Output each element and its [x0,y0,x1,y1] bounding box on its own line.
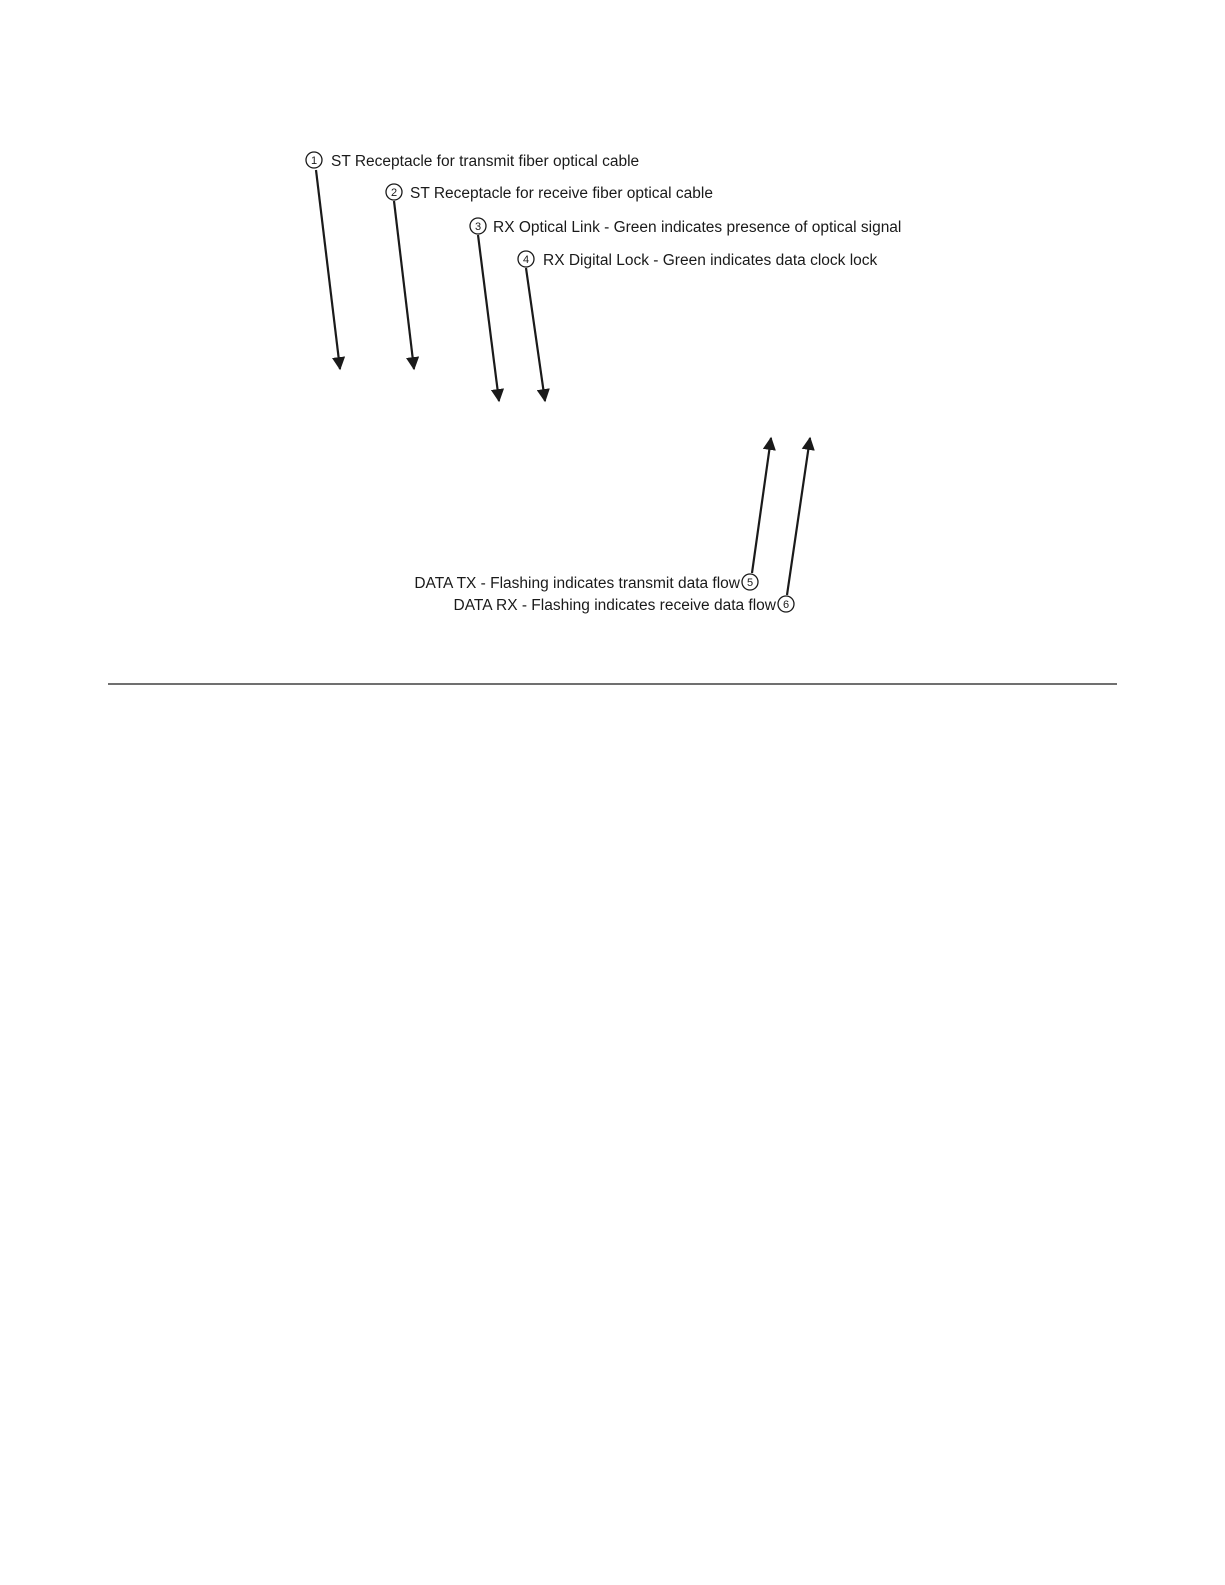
callout-3 [470,218,901,401]
leader-line-2 [394,201,414,369]
callout-label-6: DATA RX - Flashing indicates receive data flow [453,597,776,614]
callout-label-5: DATA TX - Flashing indicates transmit data flow [414,575,740,592]
callout-label-4: RX Digital Lock - Green indicates data clock lock [543,252,878,269]
callout-4 [518,251,878,401]
callout-number-3: 3 [474,221,482,233]
callout-label-3: RX Optical Link - Green indicates presence of optical signal [493,219,902,236]
leader-line-4 [526,268,545,401]
callout-5 [414,438,771,592]
callout-number-2: 2 [390,187,398,199]
callout-number-6: 6 [782,599,790,611]
leader-line-6 [787,438,810,595]
callout-number-4: 4 [522,254,530,266]
callout-label-2: ST Receptacle for receive fiber optical cable [410,185,713,202]
leader-line-5 [752,438,771,573]
callout-number-1: 1 [310,155,318,167]
callout-2 [386,184,713,369]
callout-number-5: 5 [746,577,754,589]
leader-line-1 [316,170,340,369]
leader-line-3 [478,235,499,401]
callout-label-1: ST Receptacle for transmit fiber optical cable [331,153,640,170]
